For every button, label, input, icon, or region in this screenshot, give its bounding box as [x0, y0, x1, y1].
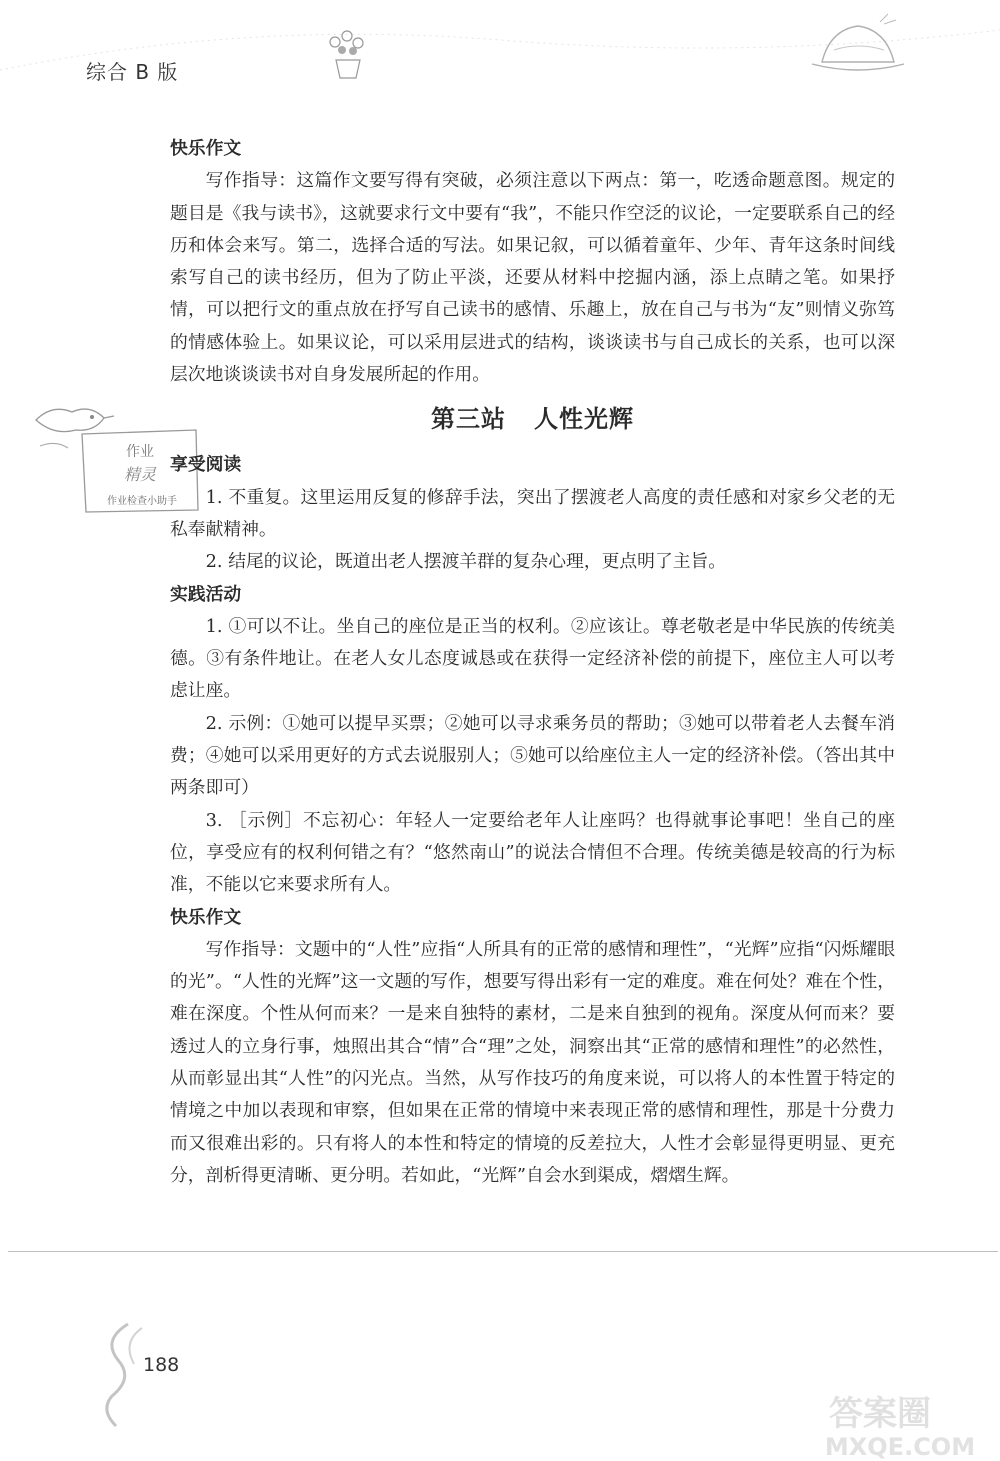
station-title — [170, 391, 895, 449]
writing-guide-paragraph-2: 写作指导：文题中的“人性”应指“人所具有的正常的感情和理性”，“光辉”应指“闪烁耀眼的光”。“人性的光辉”这一文题的写作，想要写得出彩有一定的难度。难在何处？难在个性，难在深度。个性从何而来？一是来自独特的素材，二是来自独到的视角。深度从何而来？要透过人的立身行事，烛照出其合“情”合“理”之处，洞察出其“正常的感情和理性”的必然性，从而彰显出其“人性”的闪光点。当然，从写作技巧的角度来说，可以将人的本性置于特定的情境之中加以表现和审察，但如果在正常的情境中来表现正常的感情和理性，那是十分费力而又很难出彩的。只有将人的本性和特定的情境的反差拉大，人性才会彰显得更明显、更充分，剖析得更清晰、更分明。若如此，“光辉”自会水到渠成，熠熠生辉。 — [170, 938, 895, 1186]
flower-pot-icon — [330, 31, 363, 78]
reading-answer-2: 2. 结尾的议论，既道出老人摆渡羊群的复杂心理，更点明了主旨。 — [205, 551, 727, 573]
stamp-line3: 作业检查小助手 — [107, 496, 177, 507]
practice-answer-3: 3. ［示例］不忘初心：年轻人一定要给老年人让座吗？也得就事论事吧！坐自己的座位，享受应有的权利何错之有？“悠然南山”的说法合情但不合理。传统美德是较高的行为标准，不能以它来要求所有人。 — [170, 809, 895, 896]
watermark-url: MXQE.COM — [824, 1433, 976, 1461]
stamp-line2: 精灵 — [123, 465, 157, 484]
edition-label: 综合 B 版 — [86, 60, 179, 84]
writing-guide-paragraph-1: 写作指导：这篇作文要写得有突破，必须注意以下两点：第一，吃透命题意图。规定的题目是《我与读书》，这就要求行文中要有“我”，不能只作空泛的议论，一定要联系自己的经历和体会来写。第二，选择合适的写法。如果记叙，可以循着童年、少年、青年这条时间线索写自己的读书经历，但为了防止平淡，还要从材料中挖掘内涵，添上点睛之笔。如果抒情，可以把行文的重点放在抒写自己读书的感情、乐趣上，放在自己与书为“友”则情义弥笃的情感体验上。如果议论，可以采用层进式的结构，谈谈读书与自己成长的关系，也可以深层次地谈谈读书对自身发展所起的作用。 — [170, 170, 895, 386]
watermark-logo-text: 答案圈 — [829, 1394, 931, 1434]
header-decoration — [0, 0, 1000, 110]
reading-answer-1: 1. 不重复。这里运用反复的修辞手法，突出了摆渡老人高度的责任感和对家乡父老的无私奉献精神。 — [170, 486, 895, 540]
footer-divider — [8, 1251, 998, 1252]
hat-icon — [812, 14, 904, 70]
station-theme: 人性光辉 — [534, 405, 634, 434]
section-heading-practice: 实践活动 — [170, 583, 242, 605]
station-number: 第三站 — [431, 405, 506, 434]
answer-content — [170, 133, 895, 1192]
site-watermark — [760, 1385, 990, 1461]
bird-icon — [36, 409, 114, 448]
page-number: 188 — [143, 1354, 180, 1376]
practice-answer-2: 2. 示例：①她可以提早买票；②她可以寻求乘务员的帮助；③她可以带着老人去餐车消费；④她可以采用更好的方式去说服别人；⑤她可以给座位主人一定的经济补偿。（答出其中两条即可） — [170, 712, 895, 799]
stamp-line1: 作业 — [126, 444, 154, 460]
section-heading-happy-writing-1: 快乐作文 — [170, 138, 242, 159]
section-heading-enjoy-reading: 享受阅读 — [170, 454, 242, 476]
section-heading-happy-writing-2: 快乐作文 — [170, 906, 242, 928]
practice-answer-1: 1. ①可以不让。坐自己的座位是正当的权利。②应该让。尊老敬老是中华民族的传统美德。③有条件地让。在老人女儿态度诚恳或在获得一定经济补偿的前提下，座位主人可以考虑让座。 — [170, 615, 895, 702]
